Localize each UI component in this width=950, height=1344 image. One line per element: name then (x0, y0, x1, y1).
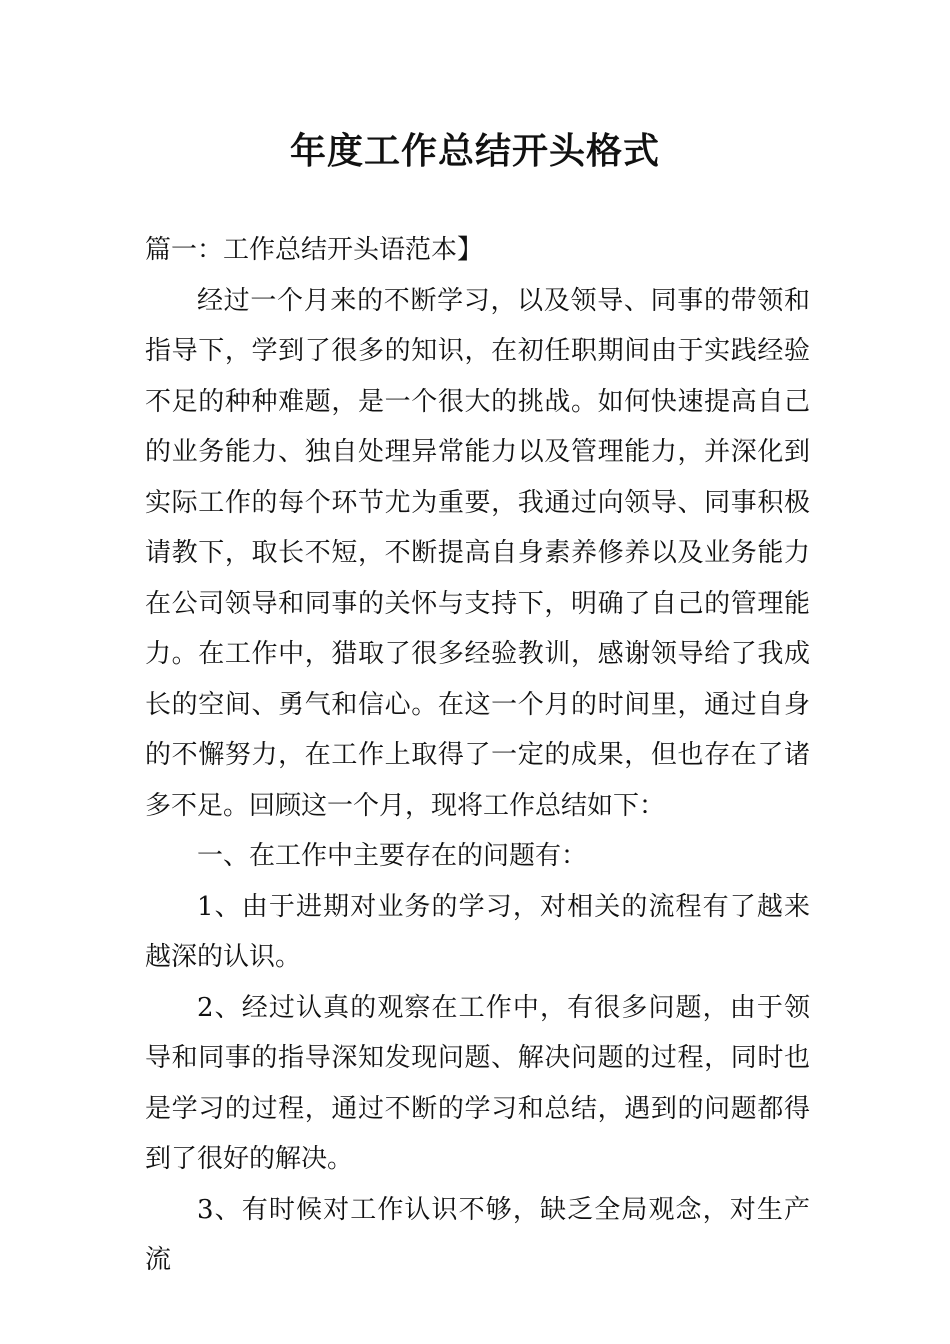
document-body (145, 225, 810, 1286)
paragraph-item-1: 1、由于进期对业务的学习，对相关的流程有了越来越深的认识。 (145, 891, 810, 972)
paragraph-item-3: 3、有时候对工作认识不够，缺乏全局观念，对生产流 (145, 1194, 810, 1275)
paragraph-item-2: 2、经过认真的观察在工作中，有很多问题，由于领导和同事的指导深知发现问题、解决问题的过程，同时也是学习的过程，通过不断的学习和总结，遇到的问题都得到了很好的解决。 (145, 992, 810, 1174)
document-title: 年度工作总结开头格式 (289, 131, 660, 172)
paragraph-intro: 经过一个月来的不断学习，以及领导、同事的带领和指导下，学到了很多的知识，在初任职期间由于实践经验不足的种种难题，是一个很大的挑战。如何快速提高自己的业务能力、独自处理异常能力以及管理能力，并深化到实际工作的每个环节尤为重要，我通过向领导、同事积极请教下，取长不短，不断提高自身素养修养以及业务能力在公司领导和同事的关怀与支持下，明确了自己的管理能力。在工作中，猎取了很多经验教训，感谢领导给了我成长的空间、勇气和信心。在这一个月的时间里，通过自身的不懈努力，在工作上取得了一定的成果，但也存在了诸多不足。回顾这一个月，现将工作总结如下： (145, 285, 810, 821)
paragraph-problems-heading: 一、在工作中主要存在的问题有： (197, 841, 588, 871)
section-heading: 篇一：工作总结开头语范本】 (145, 235, 484, 265)
